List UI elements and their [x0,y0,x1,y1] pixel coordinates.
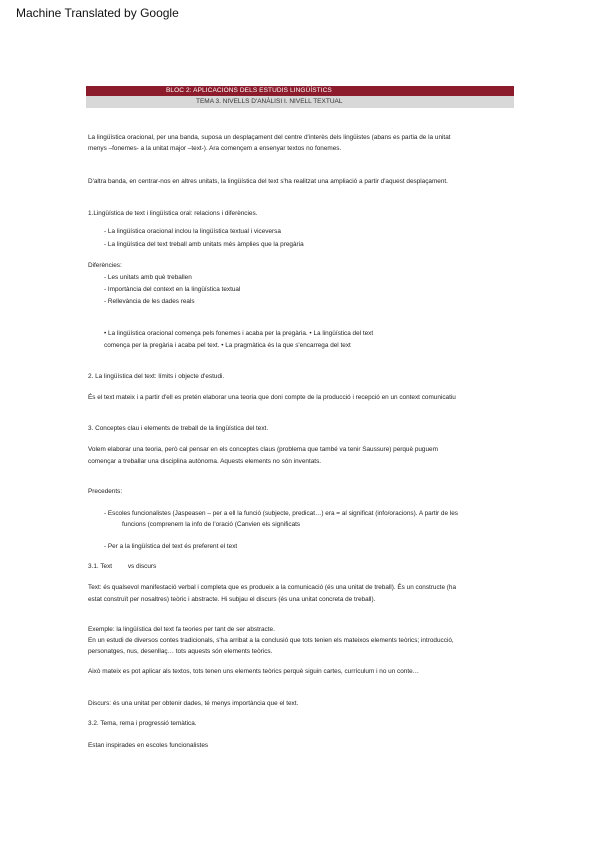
list-item: - Rellevància de les dades reals [104,298,195,305]
list-item: - La lingüística oracional inclou la lingüística textual i viceversa [104,228,281,235]
list-item: - Importància del context en la lingüística textual [104,286,241,293]
section-heading-3-1 [88,561,508,572]
list-item-continuation: funcions (comprenem la info de l'oració (Canvien els significats [122,521,301,528]
machine-translated-banner: Machine Translated by Google [16,6,179,20]
list-item: - Per a la lingüística del text és preferent el text [104,543,238,550]
heading-part-text: 3.1. Text [88,563,113,570]
bullet-line: comença per la pregària i acaba pel text. • La pragmàtica és la que s'encarrega del text [104,342,351,349]
paragraph-line: Volem elaborar una teoria, però cal pensar en els conceptes claus (problema que també va tenir Saussure) perquè puguem [88,446,438,453]
paragraph-line: menys –fonemes- a la unitat major –text-). Ara començem a ensenyar textos no fonemes. [88,145,342,152]
paragraph: És el text mateix i a partir d'ell es pretén elaborar una teoria que doni compte de la producció i recepció en un context comunicatiu [88,394,456,401]
list-item: - Les unitats amb què treballen [104,274,192,281]
section-heading-3-2: 3.2. Tema, rema i progressió temàtica. [88,720,197,727]
example-line: Exemple: la lingüística del text fa teories per tant de ser abstracte. [88,626,275,633]
bullet-line: • La lingüística oracional comença pels fonemes i acaba per la pregària. • La lingüística del text [104,330,374,337]
bloc-title-band: BLOC 2: APLICACIONS DELS ESTUDIS LINGÜÍSTICS [86,86,514,96]
paragraph-line: estat construït per nosaltres) teòric i abstracte. Hi subjau el discurs (és una unitat concreta de treball). [88,596,376,603]
heading-part-discurs: vs discurs [127,563,157,570]
tema-title-band: TEMA 3. NIVELLS D'ANÀLISI I. NIVELL TEXTUAL [86,96,514,108]
section-heading-2: 2. La lingüística del text: límits i objecte d'estudi. [88,373,225,380]
example-line: En un estudi de diversos contes tradicionals, s'ha arribat a la conclusió que tots tenien els mateixos elements teòrics; introducció, [88,637,454,644]
differences-heading: Diferències: [88,262,122,269]
list-item: - La lingüística del text treball amb unitats més àmplies que la pregària [104,241,304,248]
paragraph: Estan inspirades en escoles funcionalistes [88,742,209,749]
paragraph-line: Text: és qualsevol manifestació verbal i completa que es produeix a la comunicació (és una unitat de treball). És un constructe (ha [88,584,457,591]
section-heading-1: 1.Lingüística de text i lingüística oral: relacions i diferències. [88,210,258,217]
paragraph: Discurs: és una unitat per obtenir dades, té menys importància que el text. [88,700,299,707]
section-heading-3: 3. Conceptes clau i elements de treball de la lingüística del text. [88,425,269,432]
example-line: personatges, nus, desenllaç… tots aquests són elements teòrics. [88,648,273,655]
list-item: - Escoles funcionalistes (Jaspeasen – per a ell la funció (subjecte, predicat…) era = al significat (info/oracions). A partir de les [104,510,458,517]
paragraph-line: La lingüística oracional, per una banda, suposa un desplaçament del centre d'interès dels lingüistes (abans es partia de la unitat [88,134,451,141]
paragraph: D'altra banda, en centrar-nos en altres unitats, la lingüística del text s'ha realitzat una ampliació a partir d'aquest desplaçament. [88,178,448,185]
paragraph-line: començar a treballar una disciplina autònoma. Aquests elements no són inventats. [88,458,322,465]
precedents-heading: Precedents: [88,488,123,495]
example-line: Això mateix es pot aplicar als textos, tots tenen uns elements teòrics perquè siguin cartes, currículum i no un conte… [88,668,420,675]
